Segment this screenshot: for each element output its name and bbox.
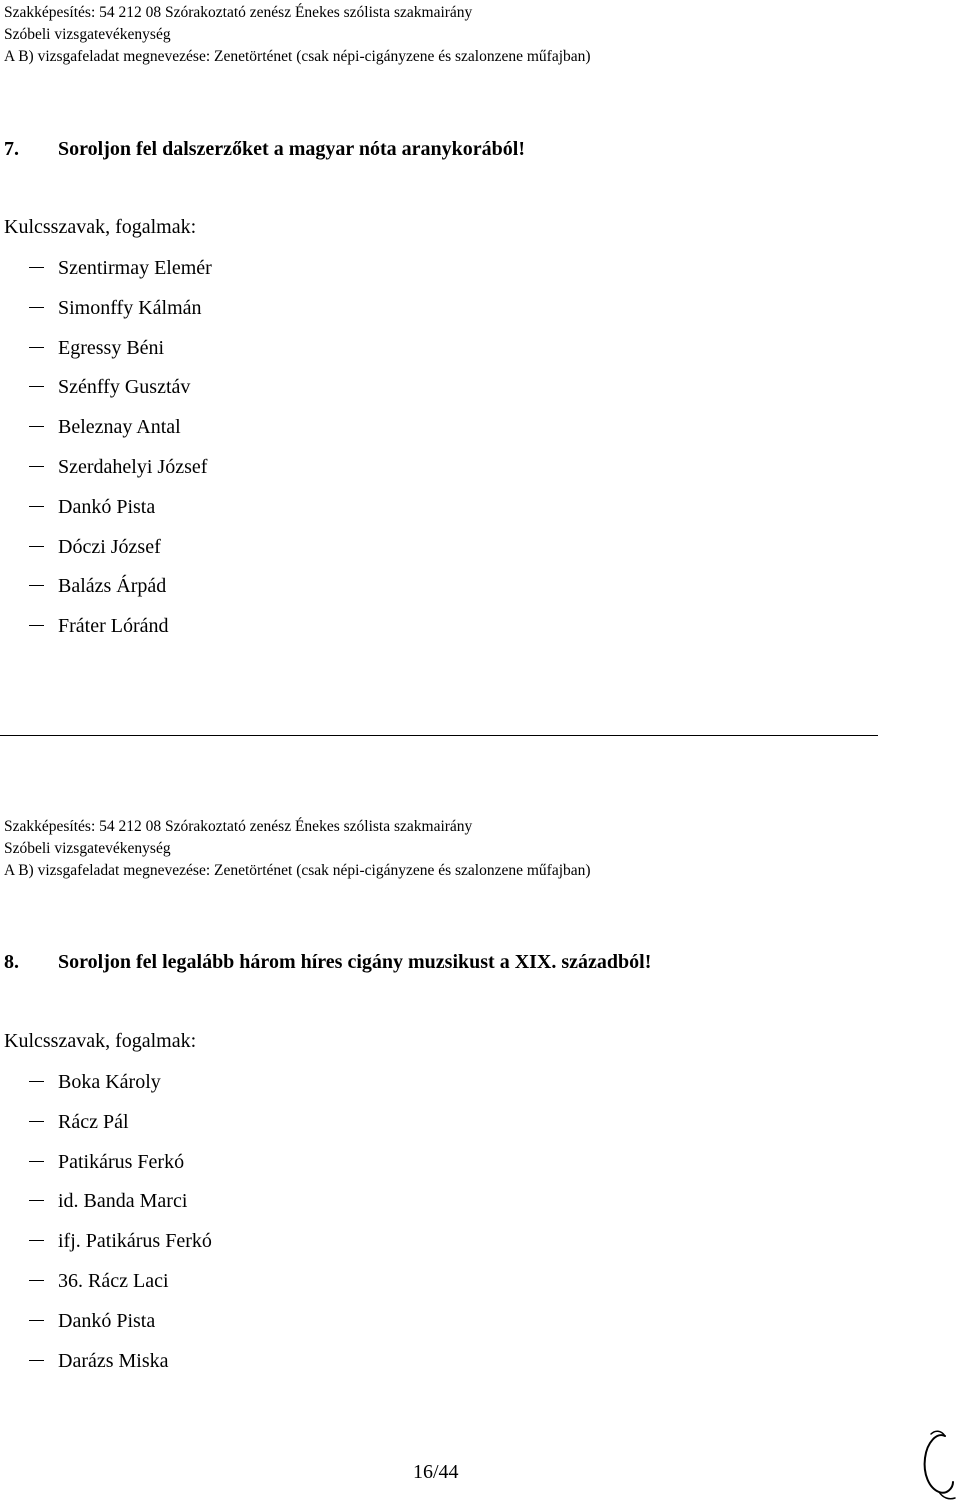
dash-bullet-icon — [29, 1360, 44, 1361]
dash-bullet-icon — [29, 426, 44, 427]
keyword-text: Szénffy Gusztáv — [58, 376, 191, 399]
dash-bullet-icon — [29, 625, 44, 626]
header-line-2: Szóbeli vizsgatevékenység — [4, 26, 171, 43]
keyword-text: Patikárus Ferkó — [58, 1150, 185, 1173]
question-7-text: Soroljon fel dalszerzőket a magyar nóta aranykorából! — [58, 138, 526, 160]
header-repeat-line-2: Szóbeli vizsgatevékenység — [4, 840, 171, 857]
keyword-text: Dankó Pista — [58, 1309, 156, 1332]
dash-bullet-icon — [29, 386, 44, 387]
dash-bullet-icon — [29, 1320, 44, 1321]
question-8-keywords-title: Kulcsszavak, fogalmak: — [4, 1030, 197, 1052]
dash-bullet-icon — [29, 1161, 44, 1162]
dash-bullet-icon — [29, 1081, 44, 1082]
question-8-number: 8. — [4, 951, 19, 973]
dash-bullet-icon — [29, 585, 44, 586]
keyword-text: Dóczi József — [58, 535, 161, 558]
dash-bullet-icon — [29, 1240, 44, 1241]
dash-bullet-icon — [29, 546, 44, 547]
dash-bullet-icon — [29, 267, 44, 268]
dash-bullet-icon — [29, 466, 44, 467]
keyword-text: Szentirmay Elemér — [58, 257, 212, 279]
keyword-text: ifj. Patikárus Ferkó — [58, 1230, 212, 1253]
keyword-text: Rácz Pál — [58, 1110, 129, 1133]
dash-bullet-icon — [29, 1280, 44, 1281]
keyword-text: Boka Károly — [58, 1071, 161, 1093]
dash-bullet-icon — [29, 506, 44, 507]
keyword-text: Szerdahelyi József — [58, 455, 208, 478]
dash-bullet-icon — [29, 347, 44, 348]
keyword-text: Dankó Pista — [58, 495, 156, 518]
keyword-text: Darázs Miska — [58, 1349, 169, 1372]
header-repeat-line-1: Szakképesítés: 54 212 08 Szórakoztató zenész Énekes szólista szakmairány — [4, 818, 473, 835]
dash-bullet-icon — [29, 1121, 44, 1122]
header-repeat-line-3: A B) vizsgafeladat megnevezése: Zenetörténet (csak népi-cigányzene és szalonzene műfajban) — [4, 862, 591, 879]
keyword-text: Fráter Lóránd — [58, 615, 169, 638]
dash-bullet-icon — [29, 307, 44, 308]
separator-line — [0, 735, 878, 736]
question-8-text: Soroljon fel legalább három híres cigány muzsikust a XIX. századból! — [58, 951, 652, 973]
keyword-text: 36. Rácz Laci — [58, 1269, 169, 1292]
dash-bullet-icon — [29, 1200, 44, 1201]
keyword-text: Beleznay Antal — [58, 416, 181, 439]
page-number: 16/44 — [413, 1461, 459, 1483]
keyword-text: Egressy Béni — [58, 336, 165, 359]
header-line-1: Szakképesítés: 54 212 08 Szórakoztató zenész Énekes szólista szakmairány — [4, 4, 473, 21]
keyword-text: Simonffy Kálmán — [58, 296, 202, 319]
handwritten-signature — [915, 1428, 957, 1504]
header-line-3: A B) vizsgafeladat megnevezése: Zenetörténet (csak népi-cigányzene és szalonzene műfajban) — [4, 48, 591, 65]
question-7-number: 7. — [4, 138, 19, 160]
question-7-keywords-title: Kulcsszavak, fogalmak: — [4, 216, 197, 238]
question-8 — [4, 951, 651, 974]
keyword-text: id. Banda Marci — [58, 1190, 188, 1213]
question-7 — [4, 138, 525, 161]
keyword-text: Balázs Árpád — [58, 575, 167, 598]
